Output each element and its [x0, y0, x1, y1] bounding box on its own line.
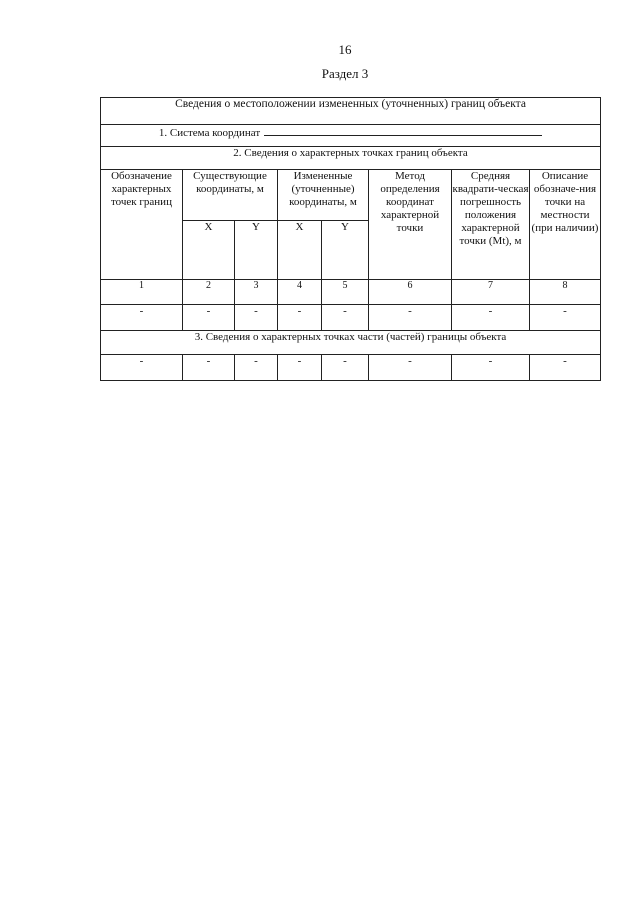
column-number: 5 [322, 280, 369, 305]
table-cell: - [369, 355, 452, 381]
table-cell: - [322, 305, 369, 331]
header-method: Метод определения координат характерной точки [369, 170, 452, 280]
table-cell: - [530, 305, 601, 331]
boundary-info-table [100, 97, 601, 381]
column-number: 7 [452, 280, 530, 305]
table-cell: - [101, 305, 183, 331]
column-number: 1 [101, 280, 183, 305]
coordinate-system-label: 1. Система координат [158, 127, 261, 139]
header-description: Описание обозначе-ния точки на местности (при наличии) [530, 170, 601, 280]
column-number: 6 [369, 280, 452, 305]
table-cell: - [235, 355, 278, 381]
coordinate-system-row [101, 125, 601, 147]
table-cell: - [530, 355, 601, 381]
column-number: 8 [530, 280, 601, 305]
table-cell: - [369, 305, 452, 331]
section2-label: 2. Сведения о характерных точках границ объекта [101, 147, 601, 170]
header-changed-y: Y [322, 221, 369, 280]
header-changed-x: X [278, 221, 322, 280]
header-changed-coords: Измененные (уточненные) координаты, м [278, 170, 369, 221]
table-cell: - [278, 355, 322, 381]
table-cell: - [452, 305, 530, 331]
coordinate-system-blank [264, 125, 542, 136]
table-cell: - [452, 355, 530, 381]
table-title: Сведения о местоположении измененных (уточненных) границ объекта [101, 98, 601, 125]
table-cell: - [235, 305, 278, 331]
table-cell: - [183, 355, 235, 381]
section3-row [101, 355, 601, 381]
column-number: 3 [235, 280, 278, 305]
column-numbers-row [101, 280, 601, 305]
header-designation: Обозначение характерных точек границ [101, 170, 183, 280]
column-number: 2 [183, 280, 235, 305]
header-rms-error: Средняя квадрати-ческая погрешность положения характерной точки (Mt), м [452, 170, 530, 280]
header-existing-y: Y [235, 221, 278, 280]
section-title: Раздел 3 [321, 66, 369, 81]
header-existing-x: X [183, 221, 235, 280]
section3-label: 3. Сведения о характерных точках части (частей) границы объекта [101, 331, 601, 355]
column-number: 4 [278, 280, 322, 305]
table-cell: - [278, 305, 322, 331]
table-cell: - [183, 305, 235, 331]
table-cell: - [101, 355, 183, 381]
section2-row [101, 305, 601, 331]
table-cell: - [322, 355, 369, 381]
page-number: 16 [338, 42, 352, 57]
header-existing-coords: Существующие координаты, м [183, 170, 278, 221]
